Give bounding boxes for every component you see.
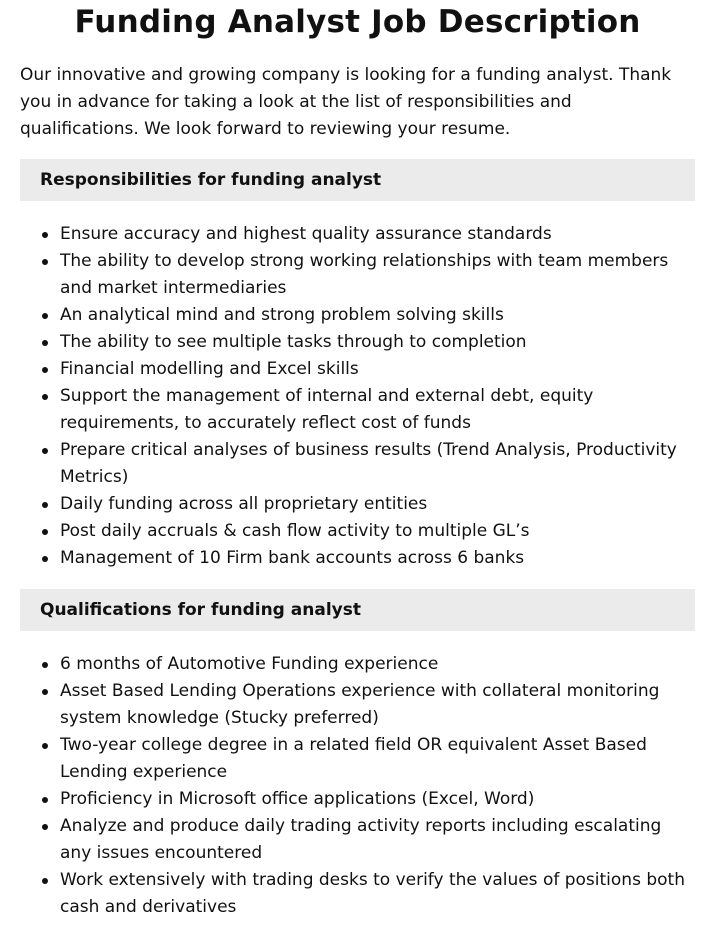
list-item: Post daily accruals & cash flow activity to multiple GL’s [60,518,695,545]
list-item: Prepare critical analyses of business results (Trend Analysis, Productivity Metrics) [60,437,695,491]
responsibilities-list [20,221,695,572]
list-item: Ensure accuracy and highest quality assurance standards [60,221,695,248]
list-item: Proficiency in Microsoft office applications (Excel, Word) [60,786,695,813]
responsibilities-heading: Responsibilities for funding analyst [20,159,695,201]
list-item: Support the management of internal and external debt, equity requirements, to accurately reflect cost of funds [60,383,695,437]
list-item: The ability to see multiple tasks through to completion [60,329,695,356]
qualifications-heading: Qualifications for funding analyst [20,589,695,631]
list-item: The ability to develop strong working relationships with team members and market intermediaries [60,248,695,302]
list-item: Financial modelling and Excel skills [60,356,695,383]
list-item: 6 months of Automotive Funding experience [60,651,695,678]
list-item: Management of 10 Firm bank accounts across 6 banks [60,545,695,572]
intro-paragraph: Our innovative and growing company is looking for a funding analyst. Thank you in advance for taking a look at the list of responsibilities and qualifications. We look forward to reviewing your resume. [20,65,672,139]
page-title: Funding Analyst Job Description [74,4,641,40]
qualifications-list [20,651,695,921]
list-item: Analyze and produce daily trading activity reports including escalating any issues encountered [60,813,695,867]
list-item: Two-year college degree in a related field OR equivalent Asset Based Lending experience [60,732,695,786]
list-item: Asset Based Lending Operations experience with collateral monitoring system knowledge (Stucky preferred) [60,678,695,732]
list-item: An analytical mind and strong problem solving skills [60,302,695,329]
list-item: Work extensively with trading desks to verify the values of positions both cash and derivatives [60,867,695,921]
list-item: Daily funding across all proprietary entities [60,491,695,518]
